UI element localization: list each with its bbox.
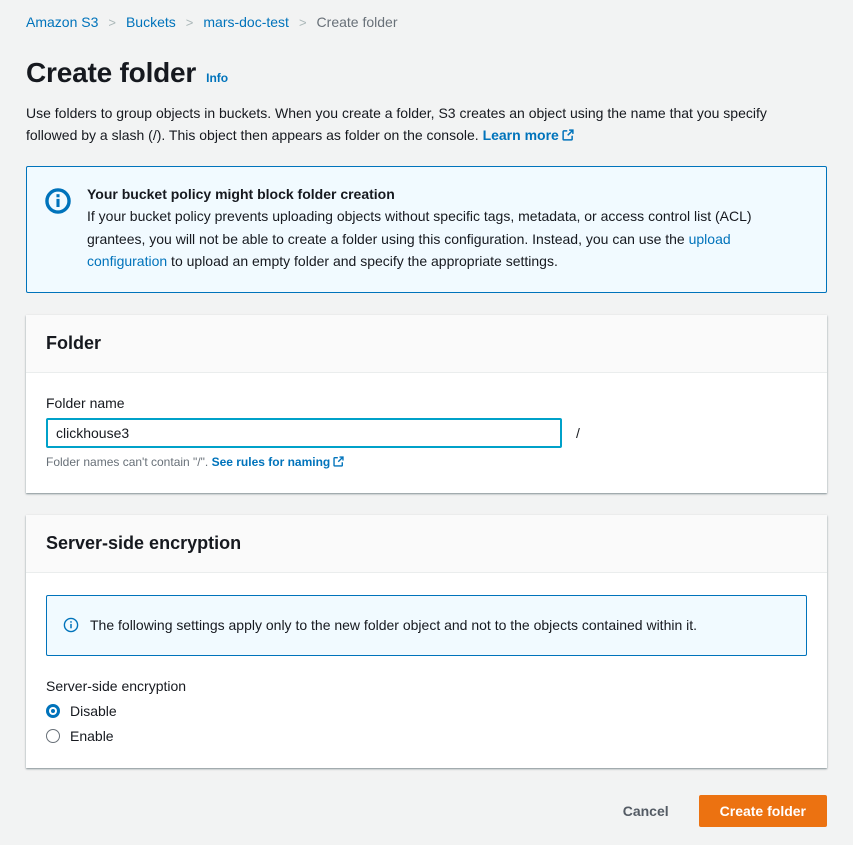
alert-title: Your bucket policy might block folder creation [87,186,395,203]
helper-text: Folder names can't contain "/". [46,454,212,469]
create-folder-button[interactable]: Create folder [699,795,827,827]
folder-name-helper [46,455,807,469]
cancel-button[interactable]: Cancel [623,797,669,825]
encryption-section [26,515,827,769]
breadcrumb [26,14,827,30]
page-title-row [26,57,827,89]
radio-option-disable[interactable] [46,703,807,719]
info-link[interactable]: Info [206,71,229,85]
encryption-field-label: Server-side encryption [46,678,187,695]
naming-rules-link[interactable] [212,455,345,469]
breadcrumb-link-bucket-name[interactable]: mars-doc-test [203,14,289,30]
naming-rules-label: See rules for naming [211,454,331,469]
radio-option-enable[interactable] [46,728,807,744]
alert-content [87,186,807,272]
radio-selected-icon [46,704,60,718]
external-link-icon [562,129,574,141]
folder-name-input-row [46,418,807,448]
learn-more-label: Learn more [482,126,559,143]
external-link-icon [333,456,344,467]
learn-more-link[interactable] [483,127,574,143]
slash-suffix: / [576,424,580,441]
alert-body-text: If your bucket policy prevents uploading objects without specific tags, metadata, or access control list (ACL) grantees, you will not be able to create a folder using this configuration. Instead, you can use the [87,208,752,247]
radio-label-disable: Disable [70,703,117,720]
info-circle-outline-icon [63,617,79,633]
page-description [26,103,821,146]
encryption-radio-group [46,703,807,744]
info-circle-icon [45,186,71,272]
encryption-note-text: The following settings apply only to the new folder object and not to the objects contained within it. [90,616,698,633]
breadcrumb-link-buckets[interactable]: Buckets [125,14,176,30]
breadcrumb-current: Create folder [316,14,398,30]
folder-section-header: Folder [26,315,827,373]
description-text: Use folders to group objects in buckets. When you create a folder, S3 creates an object using the name that you specify followed by a slash (/). This object then appears as folder on the console. [26,105,767,143]
chevron-right-icon: > [298,14,307,30]
bucket-policy-alert [26,166,827,292]
alert-body [87,205,807,272]
upload-configuration-link[interactable]: upload configuration [87,230,731,270]
footer-actions [26,795,827,827]
folder-name-input[interactable] [46,418,562,448]
page-title: Create folder [26,57,197,88]
chevron-right-icon: > [108,14,116,30]
folder-name-label: Folder name [46,394,125,411]
chevron-right-icon: > [185,14,194,30]
folder-section [26,315,827,493]
encryption-section-header: Server-side encryption [26,515,827,573]
folder-section-body [26,373,827,493]
radio-label-enable: Enable [70,728,114,745]
encryption-section-body [26,573,827,769]
encryption-note [46,595,807,657]
radio-unselected-icon [46,729,60,743]
breadcrumb-link-amazon-s3[interactable]: Amazon S3 [26,14,99,30]
alert-body-text-2: to upload an empty folder and specify the appropriate settings. [167,253,558,270]
